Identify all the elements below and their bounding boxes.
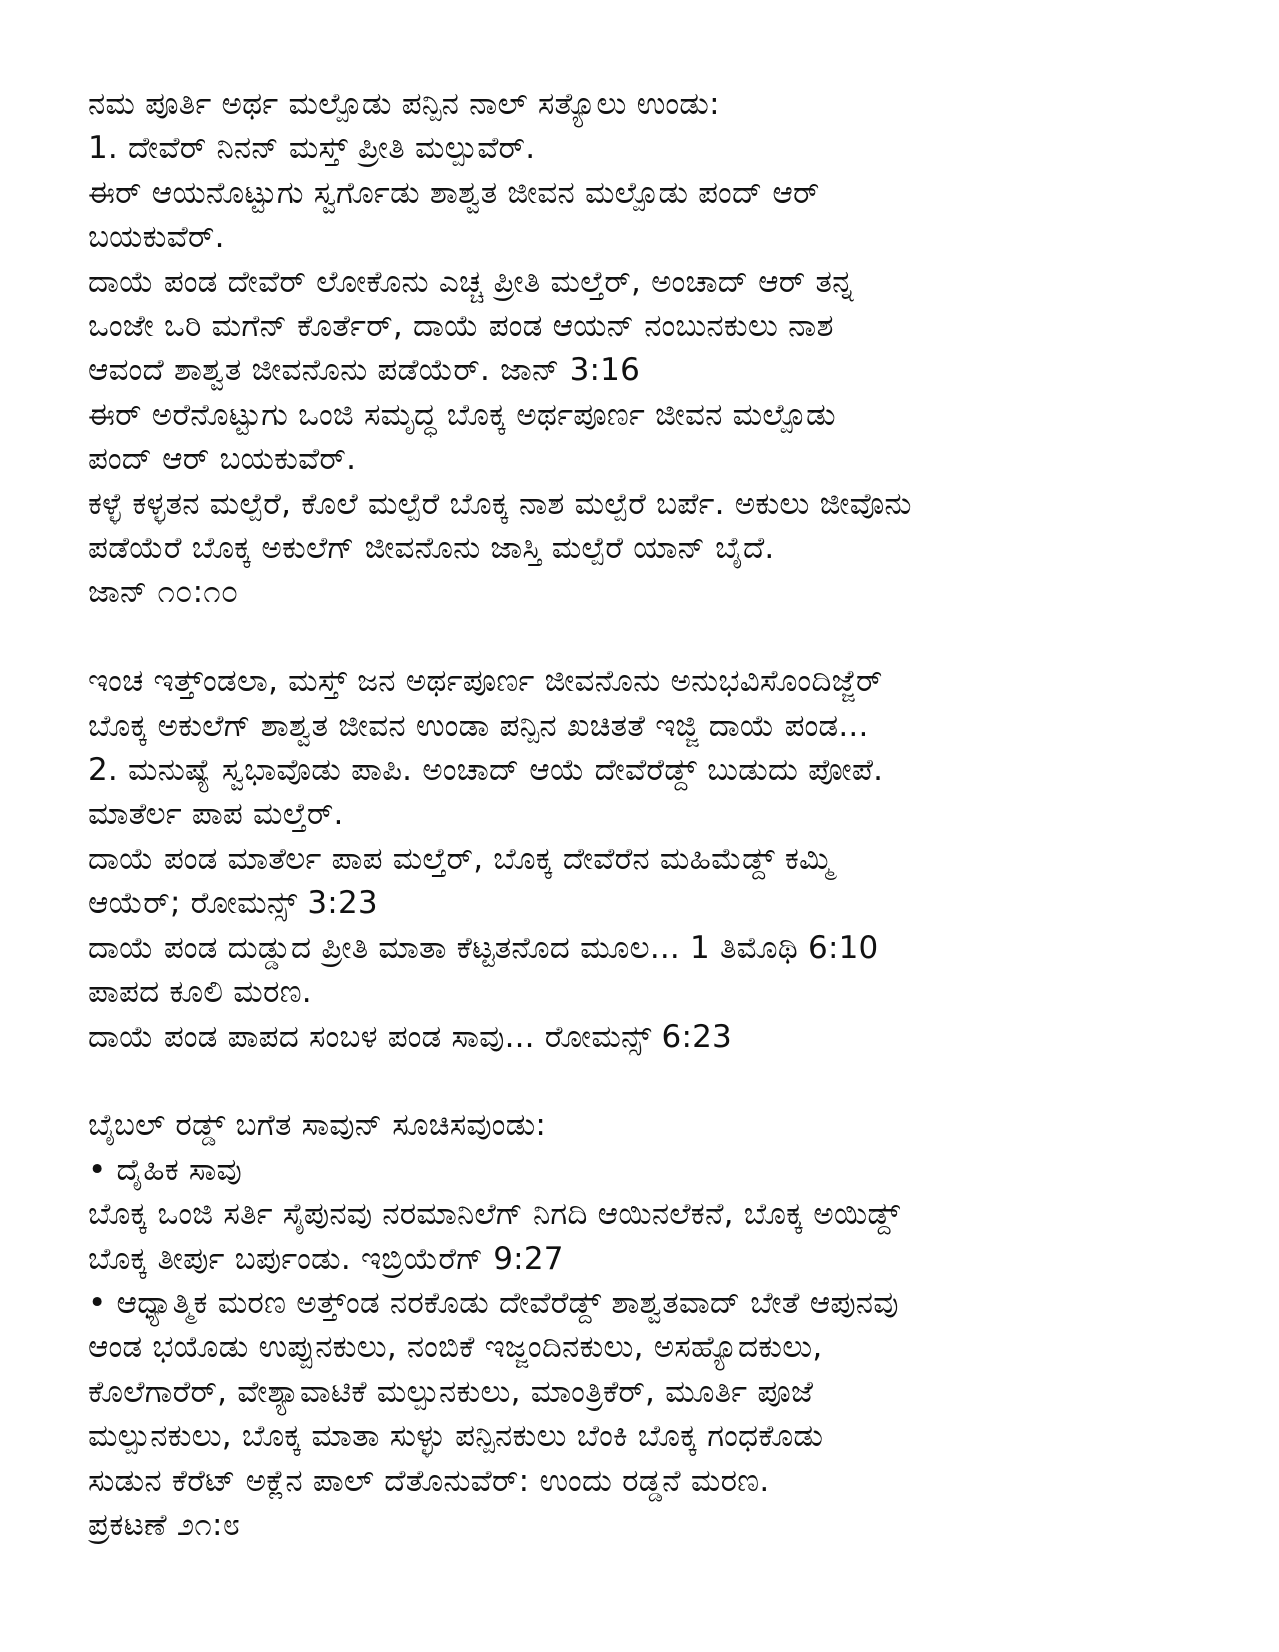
text-line: ಈರ್ ಆಯನೊಟ್ಟುಗು ಸ್ವರ್ಗೊಡು ಶಾಶ್ವತ ಜೀವನ ಮಲ್ಪೊಡು ಪಂದ್ ಆರ್	[88, 174, 820, 211]
bullet-item-physical-death: • ದೈಹಿಕ ಸಾವು	[88, 1151, 242, 1188]
blank-line	[88, 615, 1228, 659]
document-page	[88, 82, 1228, 1547]
blank-line	[88, 1059, 1228, 1103]
text-line: ಬೊಕ್ಕ ಒಂಜಿ ಸರ್ತಿ ಸೈಪುನವು ನರಮಾನಿಲೆಗ್ ನಿಗದಿ ಆಯಿನಲೆಕನೆ, ಬೊಕ್ಕ ಅಯಿಡ್ದ್	[88, 1196, 901, 1233]
text-line: ಆವಂದೆ ಶಾಶ್ವತ ಜೀವನೊನು ಪಡೆಯೆರ್. ಜಾನ್ 3:16	[88, 352, 641, 389]
text-line: ಪಾಪದ ಕೂಲಿ ಮರಣ.	[88, 974, 312, 1011]
text-line-heading: ನಮ ಪೂರ್ತಿ ಅರ್ಥ ಮಲ್ಪೊಡು ಪನ್ಪಿನ ನಾಲ್ ಸತ್ಯೊಲು ಉಂಡು:	[88, 86, 720, 122]
text-line: ಬೊಕ್ಕ ತೀರ್ಪು ಬರ್ಪುಂಡು. ಇಬ್ರಿಯೆರೆಗ್ 9:27	[88, 1240, 564, 1277]
text-line: ದಾಯೆ ಪಂಡ ಪಾಪದ ಸಂಬಳ ಪಂಡ ಸಾವು... ರೋಮನ್ಸ್ 6:23	[88, 1018, 732, 1055]
text-line-point-1: 1. ದೇವೆರ್ ನಿನನ್ ಮಸ್ತ್ ಪ್ರೀತಿ ಮಲ್ಪುವೆರ್.	[88, 130, 536, 167]
text-line: ಕಳ್ಳೆ ಕಳ್ಳತನ ಮಲ್ಪೆರೆ, ಕೊಲೆ ಮಲ್ಪೆರೆ ಬೊಕ್ಕ ನಾಶ ಮಲ್ಪೆರೆ ಬರ್ಪೆ. ಅಕುಲು ಜೀವೊನು	[88, 485, 912, 522]
text-line: ಮಲ್ಪುನಕುಲು, ಬೊಕ್ಕ ಮಾತಾ ಸುಳ್ಳು ಪನ್ಪಿನಕುಲು ಬೆಂಕಿ ಬೊಕ್ಕ ಗಂಧಕೊಡು	[88, 1418, 824, 1455]
text-line: ಇಂಚ ಇತ್ತ್ಂಡಲಾ, ಮಸ್ತ್ ಜನ ಅರ್ಥಪೂರ್ಣ ಜೀವನೊನು ಅನುಭವಿಸೊಂದಿಜ್ಜೆರ್	[88, 663, 883, 700]
text-line-subheading: ಬೈಬಲ್ ರಡ್ಡ್ ಬಗೆತ ಸಾವುನ್ ಸೂಚಿಸವುಂಡು:	[88, 1107, 547, 1144]
text-line: ಮಾತೆರ್ಲ ಪಾಪ ಮಲ್ತೆರ್.	[88, 796, 344, 833]
text-line: ಆಂಡ ಭಯೊಡು ಉಪ್ಪುನಕುಲು, ನಂಬಿಕೆ ಇಜ್ಜಂದಿನಕುಲು, ಅಸಹ್ಯೊದಕುಲು,	[88, 1329, 823, 1366]
text-line: ಪಂದ್ ಆರ್ ಬಯಕುವೆರ್.	[88, 441, 357, 478]
text-line: ಬೊಕ್ಕ ಅಕುಲೆಗ್ ಶಾಶ್ವತ ಜೀವನ ಉಂಡಾ ಪನ್ಪಿನ ಖಚಿತತೆ ಇಜ್ಜಿ ದಾಯೆ ಪಂಡ...	[88, 707, 869, 744]
text-line: ಕೊಲೆಗಾರೆರ್, ವೇಶ್ಯಾವಾಟಿಕೆ ಮಲ್ಪುನಕುಲು, ಮಾಂತ್ರಿಕೆರ್, ಮೂರ್ತಿ ಪೂಜೆ	[88, 1373, 814, 1410]
text-line: ದಾಯೆ ಪಂಡ ದುಡ್ಡುದ ಪ್ರೀತಿ ಮಾತಾ ಕೆಟ್ಟತನೊದ ಮೂಲ... 1 ತಿಮೊಥಿ 6:10	[88, 929, 879, 966]
bullet-item-spiritual-death: • ಆಧ್ಯಾತ್ಮಿಕ ಮರಣ ಅತ್ತ್ಂಡ ನರಕೊಡು ದೇವೆರೆಡ್ದ್ ಶಾಶ್ವತವಾದ್ ಬೇತೆ ಆಪುನವು	[88, 1284, 899, 1321]
text-line: ಒಂಜೇ ಒರಿ ಮಗೆನ್ ಕೊರ್ತೆರ್, ದಾಯೆ ಪಂಡ ಆಯನ್ ನಂಬುನಕುಲು ನಾಶ	[88, 308, 834, 345]
text-line: ದಾಯೆ ಪಂಡ ದೇವೆರ್ ಲೋಕೊನು ಎಚ್ಚ ಪ್ರೀತಿ ಮಲ್ತೆರ್, ಅಂಚಾದ್ ಆರ್ ತನ್ನ	[88, 263, 854, 300]
text-line-reference: ಜಾನ್ ೧೦:೧೦	[88, 574, 239, 611]
text-line: ಈರ್ ಅರೆನೊಟ್ಟುಗು ಒಂಜಿ ಸಮೃದ್ಧ ಬೊಕ್ಕ ಅರ್ಥಪೂರ್ಣ ಜೀವನ ಮಲ್ಪೊಡು	[88, 396, 836, 433]
text-line: ದಾಯೆ ಪಂಡ ಮಾತೆರ್ಲ ಪಾಪ ಮಲ್ತೆರ್, ಬೊಕ್ಕ ದೇವೆರೆನ ಮಹಿಮೆಡ್ದ್ ಕಮ್ಮಿ	[88, 840, 834, 877]
text-line: ಸುಡುನ ಕೆರೆಟ್ ಅಕ್ಲೆನ ಪಾಲ್ ದೆತೊನುವೆರ್: ಉಂದು ರಡ್ಡನೆ ಮರಣ.	[88, 1462, 770, 1499]
text-line: ಬಯಕುವೆರ್.	[88, 219, 225, 256]
text-line: ಪಡೆಯೆರೆ ಬೊಕ್ಕ ಅಕುಲೆಗ್ ಜೀವನೊನು ಜಾಸ್ತಿ ಮಲ್ಪೆರೆ ಯಾನ್ ಬೈದೆ.	[88, 530, 775, 567]
text-line-point-2: 2. ಮನುಷ್ಯೆ ಸ್ವಭಾವೊಡು ಪಾಪಿ. ಅಂಚಾದ್ ಆಯೆ ದೇವೆರೆಡ್ದ್ ಬುಡುದು ಪೋಪೆ.	[88, 752, 884, 789]
text-line: ಆಯೆರ್; ರೋಮನ್ಸ್ 3:23	[88, 885, 378, 922]
text-line-reference: ಪ್ರಕಟಣೆ ೨೧:೮	[88, 1506, 241, 1543]
